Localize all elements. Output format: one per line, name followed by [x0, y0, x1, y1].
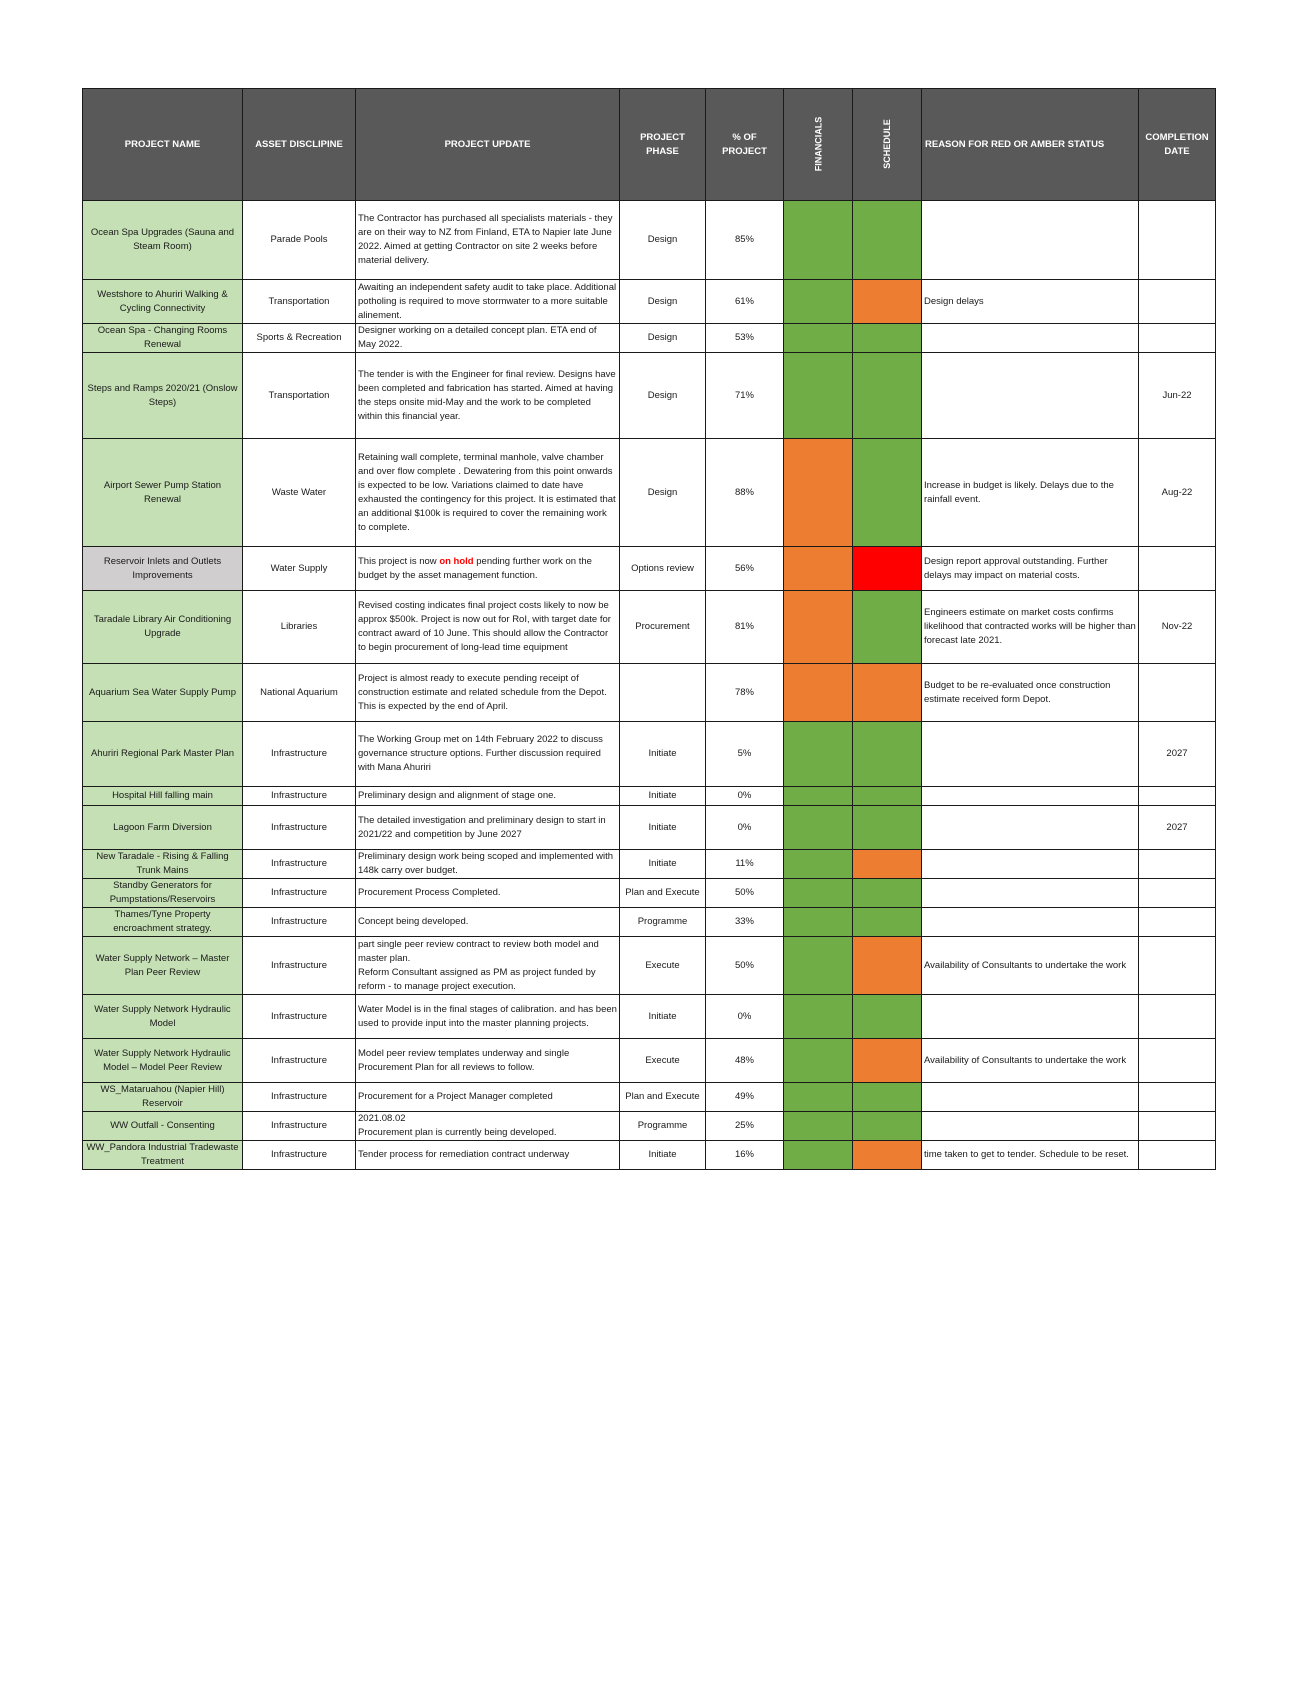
schedule-status-cell	[853, 937, 922, 995]
reason-cell: Budget to be re-evaluated once construction estimate received form Depot.	[922, 664, 1139, 722]
project-phase-cell: Design	[620, 439, 706, 547]
financials-status-cell	[784, 850, 853, 879]
financials-status-cell	[784, 439, 853, 547]
table-body	[83, 201, 1216, 1170]
financials-status-cell	[784, 547, 853, 591]
table-row	[83, 439, 1216, 547]
financials-status-cell	[784, 937, 853, 995]
percent-cell: 25%	[706, 1112, 784, 1141]
asset-discipline-cell: Infrastructure	[243, 722, 356, 787]
asset-discipline-cell: Libraries	[243, 591, 356, 664]
project-name-cell: Westshore to Ahuriri Walking & Cycling Connectivity	[83, 280, 243, 324]
percent-cell: 0%	[706, 806, 784, 850]
project-name-cell: Taradale Library Air Conditioning Upgrade	[83, 591, 243, 664]
completion-date-cell	[1139, 908, 1216, 937]
col-header-reason: REASON FOR RED OR AMBER STATUS	[922, 89, 1139, 201]
table-row	[83, 1039, 1216, 1083]
percent-cell: 11%	[706, 850, 784, 879]
asset-discipline-cell: Transportation	[243, 280, 356, 324]
project-name-cell: Reservoir Inlets and Outlets Improvements	[83, 547, 243, 591]
asset-discipline-cell: Infrastructure	[243, 1083, 356, 1112]
percent-cell: 50%	[706, 879, 784, 908]
asset-discipline-cell: Infrastructure	[243, 908, 356, 937]
table-row	[83, 722, 1216, 787]
financials-status-cell	[784, 280, 853, 324]
project-phase-cell: Plan and Execute	[620, 1083, 706, 1112]
project-name-cell: WW Outfall - Consenting	[83, 1112, 243, 1141]
schedule-status-cell	[853, 280, 922, 324]
table-row	[83, 806, 1216, 850]
percent-cell: 78%	[706, 664, 784, 722]
project-name-cell: Airport Sewer Pump Station Renewal	[83, 439, 243, 547]
financials-status-cell	[784, 591, 853, 664]
completion-date-cell	[1139, 201, 1216, 280]
asset-discipline-cell: Infrastructure	[243, 1141, 356, 1170]
completion-date-cell: 2027	[1139, 722, 1216, 787]
reason-cell	[922, 806, 1139, 850]
schedule-status-cell	[853, 879, 922, 908]
schedule-status-cell	[853, 908, 922, 937]
project-update-cell: The detailed investigation and preliminary design to start in 2021/22 and competition by June 2027	[356, 806, 620, 850]
project-phase-cell: Initiate	[620, 1141, 706, 1170]
reason-cell	[922, 879, 1139, 908]
reason-cell: Availability of Consultants to undertake the work	[922, 937, 1139, 995]
project-name-cell: Aquarium Sea Water Supply Pump	[83, 664, 243, 722]
asset-discipline-cell: Sports & Recreation	[243, 324, 356, 353]
financials-status-cell	[784, 353, 853, 439]
completion-date-cell	[1139, 995, 1216, 1039]
project-update-cell: The Working Group met on 14th February 2022 to discuss governance structure options. Further discussion required with Mana Ahuriri	[356, 722, 620, 787]
financials-status-cell	[784, 787, 853, 806]
project-name-cell: Hospital Hill falling main	[83, 787, 243, 806]
col-header-asset-discipline: ASSET DISCLIPINE	[243, 89, 356, 201]
col-header-financials-label: FINANCIALS	[813, 116, 823, 172]
col-header-project-name: PROJECT NAME	[83, 89, 243, 201]
asset-discipline-cell: National Aquarium	[243, 664, 356, 722]
project-update-cell: Concept being developed.	[356, 908, 620, 937]
project-update-cell: The Contractor has purchased all specialists materials - they are on their way to NZ from Finland, ETA to Napier late June 2022. Aimed at getting Contractor on site 2 weeks before material delivery.	[356, 201, 620, 280]
completion-date-cell	[1139, 1039, 1216, 1083]
reason-cell: Increase in budget is likely. Delays due to the rainfall event.	[922, 439, 1139, 547]
project-phase-cell: Initiate	[620, 787, 706, 806]
percent-cell: 85%	[706, 201, 784, 280]
project-phase-cell: Execute	[620, 937, 706, 995]
table-row	[83, 908, 1216, 937]
completion-date-cell	[1139, 1112, 1216, 1141]
percent-cell: 53%	[706, 324, 784, 353]
on-hold-highlight: on hold	[439, 555, 474, 567]
project-phase-cell: Procurement	[620, 591, 706, 664]
table-row	[83, 1083, 1216, 1112]
reason-cell	[922, 353, 1139, 439]
table-row	[83, 1141, 1216, 1170]
schedule-status-cell	[853, 591, 922, 664]
financials-status-cell	[784, 664, 853, 722]
percent-cell: 16%	[706, 1141, 784, 1170]
project-phase-cell: Design	[620, 280, 706, 324]
table-row	[83, 995, 1216, 1039]
reason-cell	[922, 787, 1139, 806]
project-phase-cell: Initiate	[620, 850, 706, 879]
project-phase-cell: Programme	[620, 908, 706, 937]
update-text: This project is now	[358, 555, 440, 567]
project-name-cell: Steps and Ramps 2020/21 (Onslow Steps)	[83, 353, 243, 439]
financials-status-cell	[784, 1039, 853, 1083]
percent-cell: 56%	[706, 547, 784, 591]
percent-cell: 33%	[706, 908, 784, 937]
project-phase-cell: Options review	[620, 547, 706, 591]
project-update-cell: 2021.08.02 Procurement plan is currently being developed.	[356, 1112, 620, 1141]
project-name-cell: WS_Mataruahou (Napier Hill) Reservoir	[83, 1083, 243, 1112]
project-name-cell: Water Supply Network Hydraulic Model – Model Peer Review	[83, 1039, 243, 1083]
project-name-cell: Standby Generators for Pumpstations/Reservoirs	[83, 879, 243, 908]
project-phase-cell: Design	[620, 324, 706, 353]
asset-discipline-cell: Infrastructure	[243, 806, 356, 850]
reason-cell: Engineers estimate on market costs confirms likelihood that contracted works will be higher than forecast late 2021.	[922, 591, 1139, 664]
table-row	[83, 324, 1216, 353]
table-row	[83, 201, 1216, 280]
project-update-cell: Awaiting an independent safety audit to take place. Additional potholing is required to move stormwater to a more suitable alinement.	[356, 280, 620, 324]
reason-cell: Availability of Consultants to undertake the work	[922, 1039, 1139, 1083]
percent-cell: 48%	[706, 1039, 784, 1083]
update-text: pending further work on the budget by the asset management function.	[358, 555, 592, 581]
schedule-status-cell	[853, 995, 922, 1039]
schedule-status-cell	[853, 787, 922, 806]
table-row	[83, 787, 1216, 806]
table-row	[83, 353, 1216, 439]
reason-cell: Design delays	[922, 280, 1139, 324]
reason-cell: time taken to get to tender. Schedule to be reset.	[922, 1141, 1139, 1170]
completion-date-cell: Aug-22	[1139, 439, 1216, 547]
header-row	[83, 89, 1216, 201]
project-update-cell	[356, 547, 620, 591]
completion-date-cell: Nov-22	[1139, 591, 1216, 664]
asset-discipline-cell: Infrastructure	[243, 850, 356, 879]
project-update-cell: The tender is with the Engineer for final review. Designs have been completed and fabrication has started. Aimed at having the steps onsite mid-May and the work to be completed within this financial year.	[356, 353, 620, 439]
project-name-cell: Water Supply Network Hydraulic Model	[83, 995, 243, 1039]
table-row	[83, 280, 1216, 324]
reason-cell	[922, 908, 1139, 937]
completion-date-cell: Jun-22	[1139, 353, 1216, 439]
schedule-status-cell	[853, 353, 922, 439]
col-header-percent: % OF PROJECT	[706, 89, 784, 201]
schedule-status-cell	[853, 664, 922, 722]
reason-cell: Design report approval outstanding. Further delays may impact on material costs.	[922, 547, 1139, 591]
schedule-status-cell	[853, 324, 922, 353]
percent-cell: 88%	[706, 439, 784, 547]
percent-cell: 0%	[706, 995, 784, 1039]
financials-status-cell	[784, 324, 853, 353]
table-row	[83, 850, 1216, 879]
col-header-completion: COMPLETION DATE	[1139, 89, 1216, 201]
completion-date-cell	[1139, 547, 1216, 591]
project-name-cell: Lagoon Farm Diversion	[83, 806, 243, 850]
project-status-table	[82, 88, 1216, 1170]
completion-date-cell	[1139, 787, 1216, 806]
col-header-financials	[784, 89, 853, 201]
project-phase-cell: Execute	[620, 1039, 706, 1083]
table-row	[83, 591, 1216, 664]
financials-status-cell	[784, 201, 853, 280]
table-row	[83, 1112, 1216, 1141]
project-name-cell: Ocean Spa - Changing Rooms Renewal	[83, 324, 243, 353]
schedule-status-cell	[853, 806, 922, 850]
table-row	[83, 664, 1216, 722]
completion-date-cell	[1139, 1141, 1216, 1170]
financials-status-cell	[784, 879, 853, 908]
project-phase-cell: Initiate	[620, 995, 706, 1039]
project-phase-cell	[620, 664, 706, 722]
asset-discipline-cell: Infrastructure	[243, 787, 356, 806]
financials-status-cell	[784, 995, 853, 1039]
project-name-cell: WW_Pandora Industrial Tradewaste Treatment	[83, 1141, 243, 1170]
schedule-status-cell	[853, 1112, 922, 1141]
project-update-cell: Model peer review templates underway and single Procurement Plan for all reviews to follow.	[356, 1039, 620, 1083]
project-update-cell: part single peer review contract to review both model and master plan. Reform Consultant assigned as PM as project funded by reform - to manage project execution.	[356, 937, 620, 995]
reason-cell	[922, 1083, 1139, 1112]
schedule-status-cell	[853, 201, 922, 280]
financials-status-cell	[784, 1112, 853, 1141]
project-update-cell: Preliminary design and alignment of stage one.	[356, 787, 620, 806]
reason-cell	[922, 995, 1139, 1039]
project-phase-cell: Initiate	[620, 722, 706, 787]
col-header-project-update: PROJECT UPDATE	[356, 89, 620, 201]
reason-cell	[922, 850, 1139, 879]
col-header-schedule-label: SCHEDULE	[881, 119, 892, 169]
asset-discipline-cell: Water Supply	[243, 547, 356, 591]
percent-cell: 5%	[706, 722, 784, 787]
table-row	[83, 547, 1216, 591]
project-update-cell: Procurement Process Completed.	[356, 879, 620, 908]
schedule-status-cell	[853, 547, 922, 591]
table-row	[83, 879, 1216, 908]
project-update-cell: Water Model is in the final stages of calibration. and has been used to provide input into the master planning projects.	[356, 995, 620, 1039]
financials-status-cell	[784, 1083, 853, 1112]
percent-cell: 81%	[706, 591, 784, 664]
schedule-status-cell	[853, 1083, 922, 1112]
asset-discipline-cell: Infrastructure	[243, 995, 356, 1039]
project-name-cell: Ahuriri Regional Park Master Plan	[83, 722, 243, 787]
project-phase-cell: Design	[620, 353, 706, 439]
schedule-status-cell	[853, 439, 922, 547]
completion-date-cell	[1139, 1083, 1216, 1112]
percent-cell: 71%	[706, 353, 784, 439]
reason-cell	[922, 324, 1139, 353]
reason-cell	[922, 722, 1139, 787]
project-phase-cell: Design	[620, 201, 706, 280]
project-name-cell: Water Supply Network – Master Plan Peer Review	[83, 937, 243, 995]
schedule-status-cell	[853, 1039, 922, 1083]
percent-cell: 0%	[706, 787, 784, 806]
financials-status-cell	[784, 722, 853, 787]
project-name-cell: Thames/Tyne Property encroachment strategy.	[83, 908, 243, 937]
financials-status-cell	[784, 806, 853, 850]
asset-discipline-cell: Infrastructure	[243, 879, 356, 908]
completion-date-cell	[1139, 664, 1216, 722]
project-update-cell: Tender process for remediation contract underway	[356, 1141, 620, 1170]
percent-cell: 50%	[706, 937, 784, 995]
schedule-status-cell	[853, 722, 922, 787]
completion-date-cell	[1139, 280, 1216, 324]
project-update-cell: Project is almost ready to execute pending receipt of construction estimate and related schedule from the Depot. This is expected by the end of April.	[356, 664, 620, 722]
asset-discipline-cell: Infrastructure	[243, 1112, 356, 1141]
project-update-cell: Revised costing indicates final project costs likely to now be approx $500k. Project is now out for RoI, with target date for contract award of 10 June. This should allow the Contractor to begin procurement of long-lead time equipment	[356, 591, 620, 664]
project-update-cell: Procurement for a Project Manager completed	[356, 1083, 620, 1112]
percent-cell: 49%	[706, 1083, 784, 1112]
completion-date-cell	[1139, 850, 1216, 879]
completion-date-cell	[1139, 324, 1216, 353]
asset-discipline-cell: Infrastructure	[243, 1039, 356, 1083]
reason-cell	[922, 201, 1139, 280]
project-update-cell: Designer working on a detailed concept plan. ETA end of May 2022.	[356, 324, 620, 353]
project-phase-cell: Plan and Execute	[620, 879, 706, 908]
asset-discipline-cell: Infrastructure	[243, 937, 356, 995]
project-phase-cell: Initiate	[620, 806, 706, 850]
percent-cell: 61%	[706, 280, 784, 324]
completion-date-cell: 2027	[1139, 806, 1216, 850]
financials-status-cell	[784, 1141, 853, 1170]
project-update-cell: Preliminary design work being scoped and implemented with 148k carry over budget.	[356, 850, 620, 879]
col-header-project-phase: PROJECT PHASE	[620, 89, 706, 201]
table-row	[83, 937, 1216, 995]
project-name-cell: Ocean Spa Upgrades (Sauna and Steam Room)	[83, 201, 243, 280]
asset-discipline-cell: Waste Water	[243, 439, 356, 547]
asset-discipline-cell: Parade Pools	[243, 201, 356, 280]
financials-status-cell	[784, 908, 853, 937]
schedule-status-cell	[853, 1141, 922, 1170]
asset-discipline-cell: Transportation	[243, 353, 356, 439]
reason-cell	[922, 1112, 1139, 1141]
completion-date-cell	[1139, 937, 1216, 995]
schedule-status-cell	[853, 850, 922, 879]
project-update-cell: Retaining wall complete, terminal manhole, valve chamber and over flow complete . Dewatering from this point onwards is expected to be low. Variations claimed to date have exhausted the contingency for this project. It is estimated that an additional $100k is required to cover the remaining work to complete.	[356, 439, 620, 547]
project-name-cell: New Taradale - Rising & Falling Trunk Mains	[83, 850, 243, 879]
project-phase-cell: Programme	[620, 1112, 706, 1141]
completion-date-cell	[1139, 879, 1216, 908]
col-header-schedule	[853, 89, 922, 201]
